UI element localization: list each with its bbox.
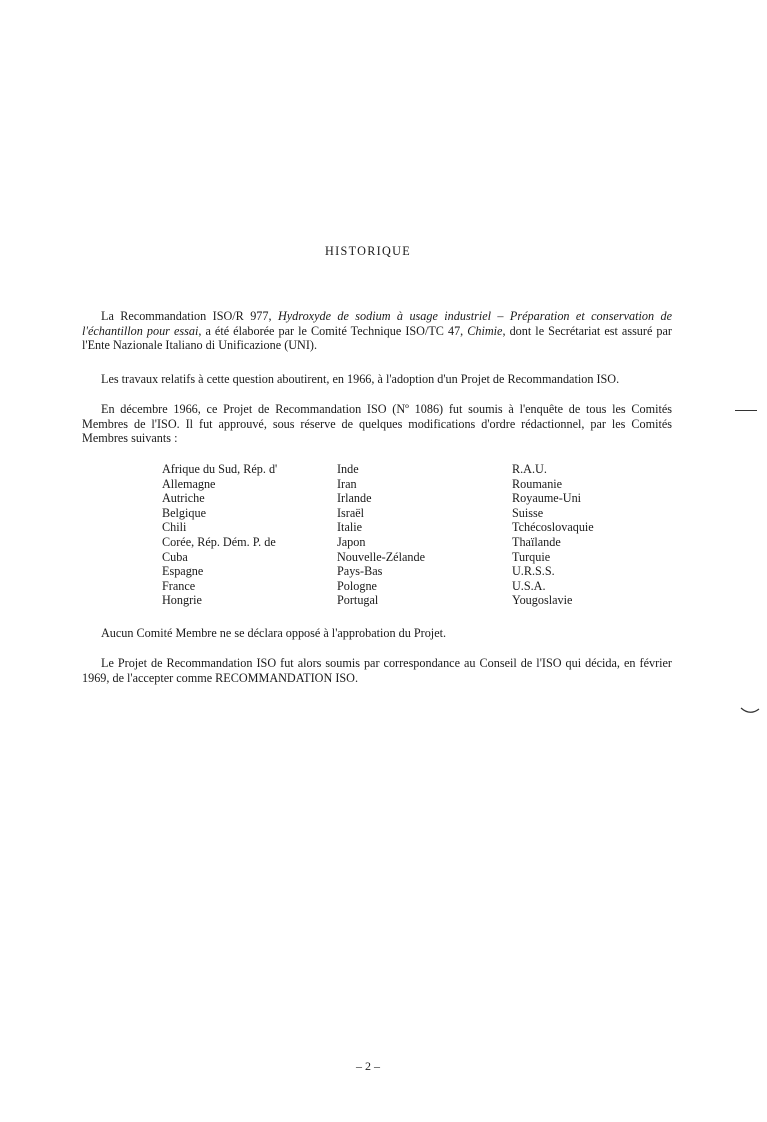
origin-standard-title: Hydroxyde de sodium à usage industriel – Préparation et conservation de l'échantillon pour essai xyxy=(82,309,672,338)
acceptance-text: Le Projet de Recommandation ISO fut alors soumis par correspondance au Conseil de l'ISO qui décida, en février 1969, de l'accepter comme RECOMMANDATION ISO. xyxy=(82,656,672,685)
paragraph-no-opposition xyxy=(82,626,672,641)
no-opposition-text: Aucun Comité Membre ne se déclara opposé à l'approbation du Projet. xyxy=(101,626,447,640)
member-item: Italie xyxy=(337,520,363,535)
page-number: – 2 – xyxy=(356,1059,380,1073)
member-item: Corée, Rép. Dém. P. de xyxy=(162,534,276,549)
member-item: Espagne xyxy=(162,564,204,579)
member-item: U.R.S.S. xyxy=(512,564,555,579)
member-item: France xyxy=(162,578,196,593)
member-item: Israël xyxy=(337,505,365,520)
member-item: Inde xyxy=(337,462,359,476)
member-column-2 xyxy=(337,462,425,608)
paragraph-enquiry xyxy=(82,402,672,446)
member-item: Japon xyxy=(337,534,366,549)
member-item: Portugal xyxy=(337,593,379,608)
member-item: Roumanie xyxy=(512,476,563,491)
enquiry-text: En décembre 1966, ce Projet de Recommandation ISO (Nº 1086) fut soumis à l'enquête de tous les Comités Membres de l'ISO. Il fut approuvé, sous réserve de quelques modifications d'ordre rédactionnel, par les Comités Membres suivants : xyxy=(82,402,672,446)
page-title: HISTORIQUE xyxy=(325,244,411,258)
paragraph-work xyxy=(82,372,672,387)
paragraph-acceptance xyxy=(82,656,672,685)
member-item: Belgique xyxy=(162,505,207,520)
member-column-1 xyxy=(162,462,277,608)
member-column-3 xyxy=(512,462,594,608)
margin-curve-mark xyxy=(740,706,760,718)
member-item: Irlande xyxy=(337,491,372,506)
member-item: Thaïlande xyxy=(512,534,561,549)
member-item: R.A.U. xyxy=(512,462,547,476)
member-item: Nouvelle-Zélande xyxy=(337,549,425,564)
member-item: Allemagne xyxy=(162,476,216,491)
member-item: Pologne xyxy=(337,578,377,593)
member-item: Royaume-Uni xyxy=(512,491,582,506)
origin-committee-name: Chimie xyxy=(467,323,503,338)
member-item: Turquie xyxy=(512,549,551,564)
member-bodies-list xyxy=(162,462,622,612)
work-text: Les travaux relatifs à cette question aboutirent, en 1966, à l'adoption d'un Projet de Recommandation ISO. xyxy=(101,372,620,386)
member-item: Pays-Bas xyxy=(337,564,383,579)
member-item: Suisse xyxy=(512,505,544,520)
margin-dash-mark xyxy=(735,410,757,411)
member-item: Afrique du Sud, Rép. d' xyxy=(162,462,278,476)
origin-text-c: , a été élaborée par le Comité Technique ISO/TC 47, xyxy=(198,323,468,338)
paragraph-origin xyxy=(82,309,672,353)
member-item: Cuba xyxy=(162,549,188,564)
origin-text-e: , dont le Secrétariat est assuré par l'Ente Nazionale Italiano di Unificazione (UNI). xyxy=(82,323,672,353)
member-item: U.S.A. xyxy=(512,578,546,593)
member-item: Autriche xyxy=(162,491,205,506)
member-item: Tchécoslovaquie xyxy=(512,520,594,535)
member-item: Chili xyxy=(162,520,187,535)
origin-text-a: La Recommandation ISO/R 977, xyxy=(101,309,278,323)
member-item: Yougoslavie xyxy=(512,593,573,608)
member-item: Iran xyxy=(337,476,357,491)
member-item: Hongrie xyxy=(162,593,202,608)
